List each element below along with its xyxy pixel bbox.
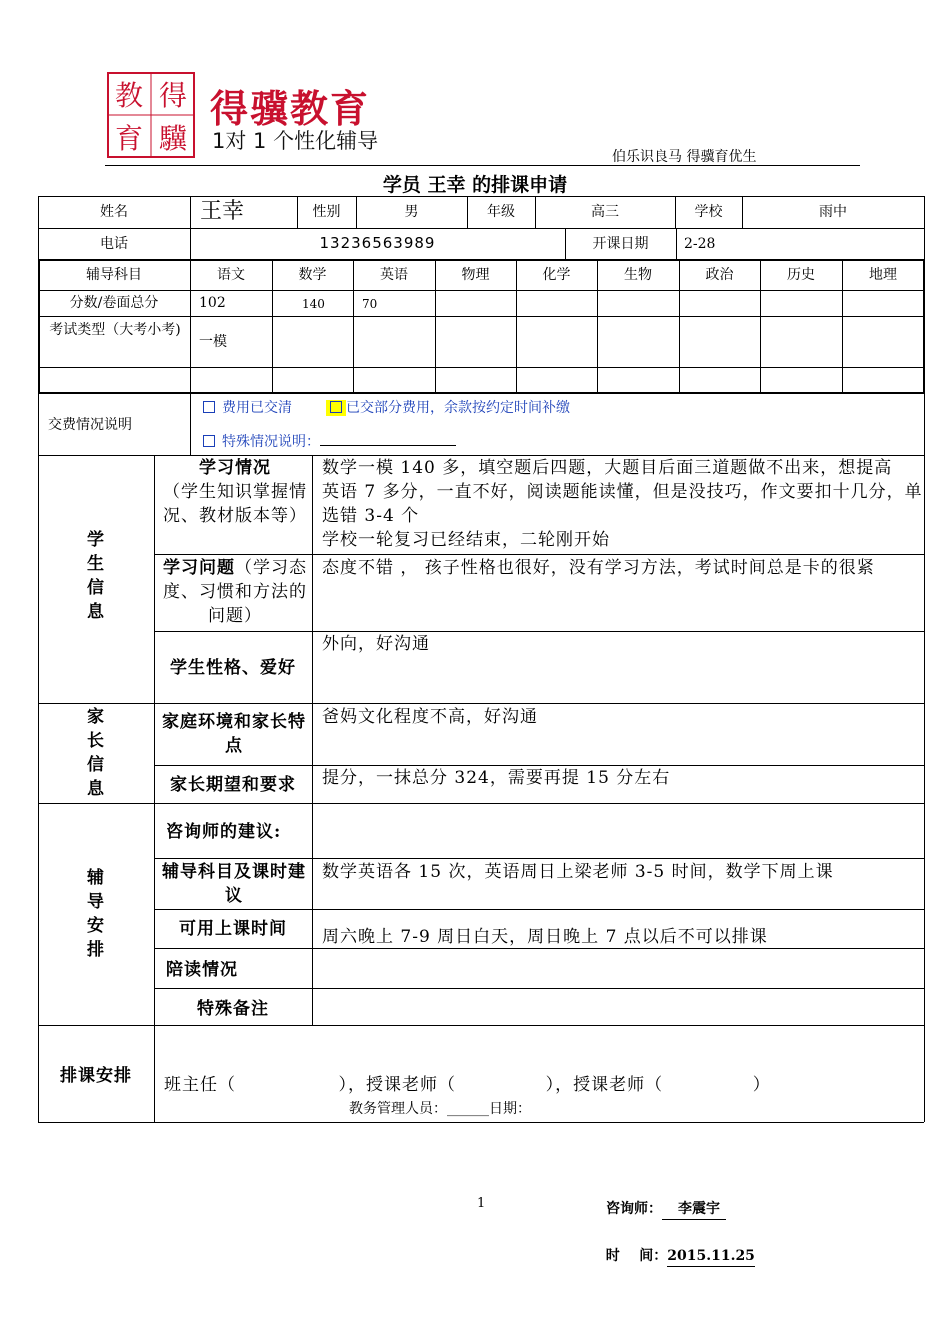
study-problem-label: 学习问题（学习态度、习惯和方法的问题） — [163, 558, 307, 626]
available-time-text: 周六晚上 7-9 周日白天，周日晚上 7 点以后不可以排课 — [322, 927, 768, 947]
family-env-text: 爸妈文化程度不高，好沟通 — [322, 707, 538, 727]
family-env-label: 家庭环境和家长特点 — [162, 712, 306, 756]
brand-name: 得骥教育 — [210, 87, 371, 131]
parent-section-label: 家 长 信 息 — [87, 707, 105, 799]
start-date-label: 开课日期 — [592, 236, 649, 252]
parent-expect-text: 提分，一抹总分 324，需要再提 15 分左右 — [322, 768, 671, 788]
checkbox-icon[interactable] — [330, 401, 342, 413]
personality-text: 外向，好沟通 — [322, 634, 430, 654]
school-label: 学校 — [694, 204, 723, 220]
schedule-line: 班主任（ ），授课老师（ ），授课老师（ ） — [164, 1075, 771, 1095]
logo-char-4: 驥 — [158, 122, 188, 155]
grade-label: 年级 — [487, 204, 515, 220]
logo-char-1: 教 — [114, 79, 144, 112]
special-blank — [320, 433, 456, 446]
subject-name: 英语 — [380, 267, 408, 283]
name-label: 姓名 — [100, 204, 128, 220]
available-time-label: 可用上课时间 — [179, 919, 287, 939]
page-number: 1 — [477, 1196, 486, 1211]
subject-name: 历史 — [787, 267, 815, 283]
subject-name: 数学 — [298, 267, 327, 283]
subject-hours-text: 数学英语各 15 次，英语周日上梁老师 3-5 时间，数学下周上课 — [322, 862, 834, 882]
personality-label: 学生性格、爱好 — [170, 658, 296, 678]
phone-label: 电话 — [100, 236, 128, 252]
page-title: 学员 王幸 的排课申请 — [382, 174, 568, 196]
subject-name: 政治 — [705, 267, 734, 283]
header-rule — [105, 165, 860, 166]
accompany-label: 陪读情况 — [166, 960, 238, 980]
brand-subtitle: 1对 1 个性化辅导 — [212, 129, 379, 153]
admin-line: 教务管理人员：______日期： — [349, 1101, 531, 1117]
consultant-line: 咨询师： 李震宇 — [606, 1199, 726, 1220]
advice-label: 咨询师的建议: — [166, 822, 282, 842]
subject-hours-label: 辅导科目及课时建议 — [162, 862, 306, 906]
subject-name: 地理 — [869, 267, 897, 283]
schedule-label: 排课安排 — [60, 1066, 132, 1086]
subject-name: 语文 — [217, 267, 245, 283]
student-section-label: 学 生 信 息 — [87, 530, 105, 622]
payment-option-paid[interactable]: 费用已交清 — [203, 398, 292, 418]
logo-mark — [107, 72, 195, 158]
exam-type-label: 考试类型（大考小考) — [49, 322, 181, 338]
start-date-value: 2-28 — [684, 236, 716, 252]
grade-value: 高三 — [591, 204, 619, 220]
gender-value: 男 — [404, 204, 419, 220]
score-value: 140 — [302, 297, 325, 311]
payment-option-special[interactable]: 特殊情况说明： — [203, 432, 456, 452]
date-line: 时 间：2015.11.25 — [596, 1226, 755, 1267]
checkbox-icon[interactable] — [203, 401, 215, 413]
subject-name: 物理 — [461, 267, 490, 283]
checkbox-icon[interactable] — [203, 435, 215, 447]
consultant-name: 李震宇 — [662, 1199, 726, 1220]
study-situation-text: 数学一模 140 多，填空题后四题，大题目后面三道题做不出来，想提高 英语 7 多分，一直不好，阅读题能读懂，但是没技巧，作文要扣十几分，单 选错 3-4 个 学校一轮复习已经结束，二轮刚开始 — [322, 458, 923, 550]
logo-char-3: 育 — [114, 122, 144, 155]
subjects-label: 辅导科目 — [86, 267, 142, 283]
parent-expect-label: 家长期望和要求 — [170, 775, 296, 795]
study-problem-text: 态度不错 ， 孩子性格也很好，没有学习方法，考试时间总是卡的很紧 — [322, 558, 875, 578]
exam-type-value: 一模 — [199, 334, 227, 350]
special-note-label: 特殊备注 — [197, 999, 269, 1019]
score-value: 102 — [199, 295, 226, 311]
payment-option-partial[interactable]: 已交部分费用，余款按约定时间补缴 — [326, 398, 570, 418]
logo-char-2: 得 — [158, 79, 188, 112]
phone-value: 13236563989 — [319, 234, 436, 252]
score-label: 分数/卷面总分 — [69, 295, 159, 311]
study-situation-label: 学习情况 （学生知识掌握情况、教材版本等） — [163, 458, 307, 526]
name-value: 王幸 — [200, 199, 245, 224]
payment-label: 交费情况说明 — [48, 417, 132, 433]
subject-name: 生物 — [624, 267, 652, 283]
school-value: 雨中 — [819, 204, 847, 220]
subject-name: 化学 — [542, 267, 571, 283]
score-value: 70 — [362, 297, 378, 311]
gender-label: 性别 — [312, 204, 341, 220]
date-value: 2015.11.25 — [667, 1246, 755, 1267]
slogan: 伯乐识良马 得骥育优生 — [612, 149, 757, 165]
arrange-section-label: 辅 导 安 排 — [87, 868, 105, 960]
